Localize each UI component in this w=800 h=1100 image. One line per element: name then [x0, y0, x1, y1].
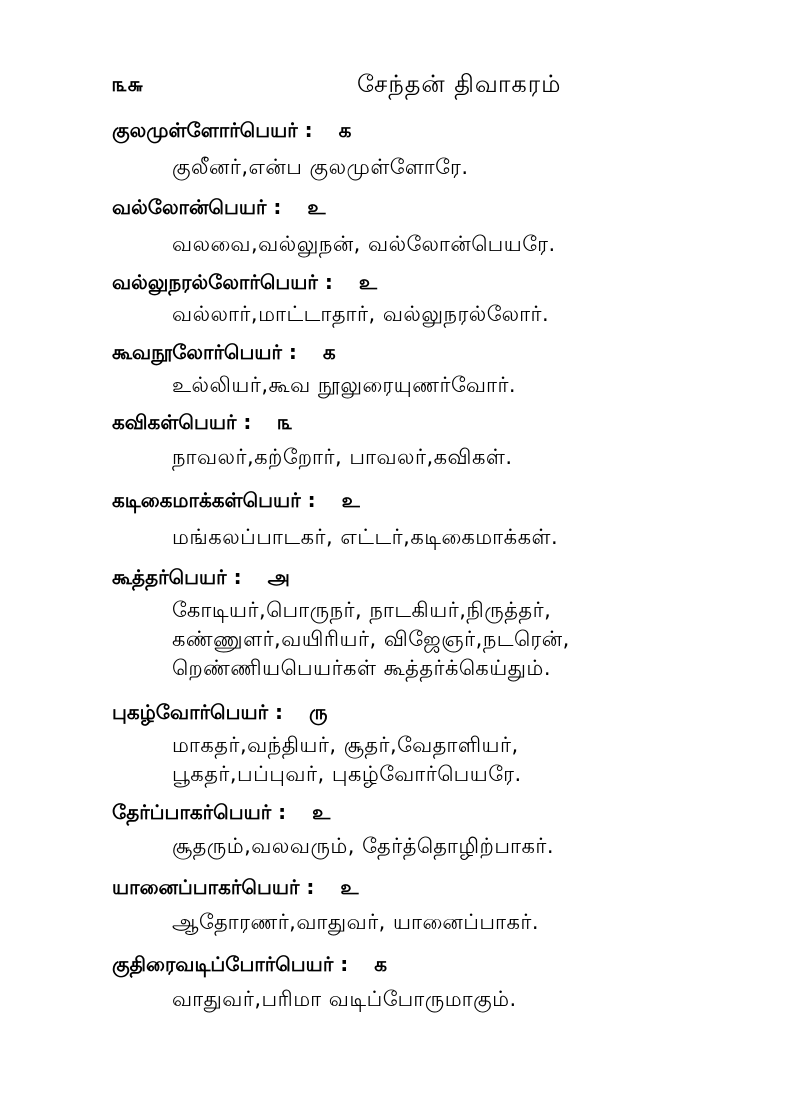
entry-heading-text: வல்லோன்பெயர் :: [112, 195, 282, 219]
entry-heading: [112, 800, 330, 827]
verse-line: பூகதர்,பப்புவர், புகழ்வோர்பெயரே.: [172, 762, 522, 786]
verse-line: மாகதர்,வந்தியர், சூதர்,வேதாளியர்,: [172, 733, 519, 757]
entry-count: உ: [312, 800, 331, 824]
entry-count: உ: [307, 195, 326, 219]
entry-heading: [112, 270, 377, 297]
entry-heading-text: கூவநூலோர்பெயர் :: [112, 340, 297, 364]
entry-count: உ: [340, 875, 359, 899]
verse-line: வல்லார்,மாட்டாதார், வல்லுநரல்லோர்.: [172, 302, 550, 326]
entry-heading: [112, 195, 326, 222]
verse-line: மங்கலப்பாடகர், எட்டர்,கடிகைமாக்கள்.: [172, 525, 559, 549]
entry-count: க: [374, 952, 388, 976]
entry-heading: [112, 565, 290, 592]
entry-count: ௩: [277, 410, 293, 434]
entry-heading-text: கூத்தர்பெயர் :: [112, 565, 242, 589]
entry-count: அ: [267, 565, 290, 589]
entry-heading: [112, 410, 293, 437]
entry-heading: [112, 700, 328, 727]
verse-line: நாவலர்,கற்றோர், பாவலர்,கவிகள்.: [172, 445, 513, 469]
entry-count: உ: [341, 488, 360, 512]
entry-heading-text: குலமுள்ளோர்பெயர் :: [112, 118, 313, 142]
entry-heading-text: குதிரைவடிப்போர்பெயர் :: [112, 952, 349, 976]
page-number: ௩௬: [112, 72, 144, 96]
verse-line: ஆதோரணர்,வாதுவர், யானைப்பாகர்.: [172, 910, 540, 934]
verse-line: கண்ணுளர்,வயிரியர், விஜேஞர்,நடரென்,: [172, 627, 570, 651]
verse-line: உல்லியர்,கூவ நூலுரையுணர்வோர்.: [172, 373, 517, 397]
verse-line: சூதரும்,வலவரும், தேர்த்தொழிற்பாகர்.: [172, 834, 555, 858]
entry-heading: [112, 488, 360, 515]
entry-heading-text: யானைப்பாகர்பெயர் :: [112, 875, 315, 899]
entry-heading-text: புகழ்வோர்பெயர் :: [112, 700, 284, 724]
entry-heading-text: கவிகள்பெயர் :: [112, 410, 252, 434]
verse-line: குலீனர்,என்ப குலமுள்ளோரே.: [172, 155, 469, 179]
entry-heading: [112, 952, 387, 979]
running-title: சேந்தன் திவாகரம்: [357, 70, 562, 98]
entry-count: க: [322, 340, 336, 364]
entry-count: ரு: [309, 700, 328, 724]
verse-line: கோடியர்,பொருநர், நாடகியர்,நிருத்தர்,: [172, 598, 552, 622]
entry-heading-text: தேர்ப்பாகர்பெயர் :: [112, 800, 287, 824]
entry-heading: [112, 340, 336, 367]
verse-line: வலவை,வல்லுநன், வல்லோன்பெயரே.: [172, 232, 556, 256]
entry-count: க: [338, 118, 352, 142]
entry-heading-text: கடிகைமாக்கள்பெயர் :: [112, 488, 316, 512]
entry-count: உ: [358, 270, 377, 294]
verse-line: வாதுவர்,பரிமா வடிப்போருமாகும்.: [172, 987, 517, 1011]
entry-heading-text: வல்லுநரல்லோர்பெயர் :: [112, 270, 333, 294]
entry-heading: [112, 875, 359, 902]
verse-line: றெண்ணியபெயர்கள் கூத்தர்க்கெய்தும்.: [172, 656, 551, 680]
entry-heading: [112, 118, 351, 145]
